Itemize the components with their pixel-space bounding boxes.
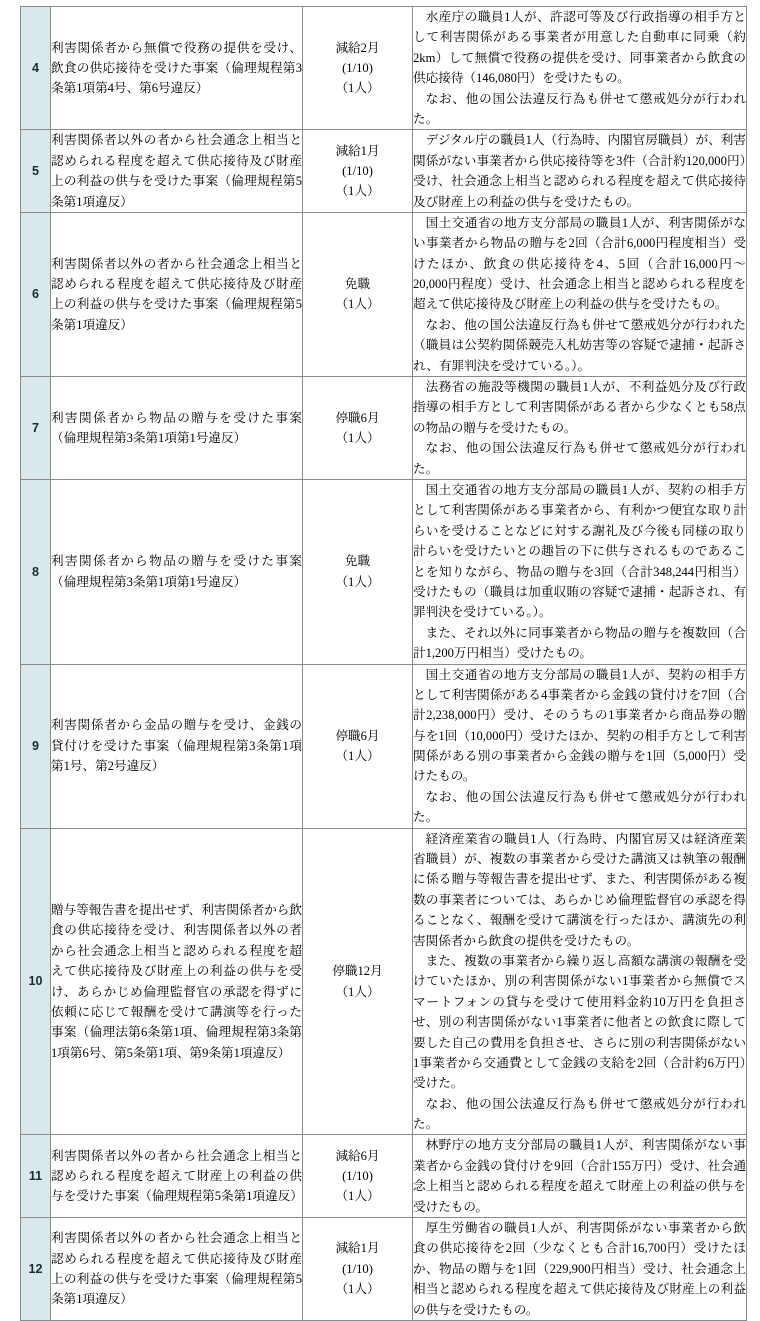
disposition-line: 免職: [344, 554, 371, 569]
table-row: [21, 664, 747, 828]
case-summary-cell: [51, 377, 303, 480]
case-summary-cell: [51, 1135, 303, 1218]
disposition-line: 減給6月: [335, 1148, 380, 1163]
description-cell: [413, 212, 747, 376]
case-summary-cell: [51, 828, 303, 1135]
description-paragraph: デジタル庁の職員1人（行為時、内閣官房職員）が、利害関係がない事業者から供応接待等を3件（合計約120,000円）受け、社会通念上相当と認められる程度を超えて供応接待及び財産上の利益の供与を受けたもの。: [413, 133, 746, 209]
description-cell: [413, 377, 747, 480]
disposition-line: （1人）: [335, 184, 380, 199]
description-paragraph: 国土交通省の地方支分部局の職員1人が、契約の相手方として利害関係がある4事業者から金銭の貸付けを7回（合計2,238,000円）受け、そのうちの1事業者から商品券の贈与を1回（10,000円）受けたほか、契約の相手方として利害関係がある別の事業者から金銭の贈与を1回（5,000円）受けたもの。: [413, 667, 746, 784]
disposition-line: 減給1月: [335, 1241, 380, 1256]
case-summary-text: 利害関係者から物品の贈与を受けた事案（倫理規程第3条第1項第1号違反）: [51, 554, 302, 589]
disposition-line: （1人）: [335, 749, 380, 764]
description-paragraph: 経済産業省の職員1人（行為時、内閣官房又は経済産業省職員）が、複数の事業者から受けた講演又は執筆の報酬に係る贈与等報告書を提出せず、また、利害関係がある複数の事業者については、あらかじめ倫理監督官の承認を得ることなく、報酬を受けて講演を行ったほか、講演先の利害関係者から飲食の提供を受けたもの。: [413, 831, 746, 948]
disposition-cell: [303, 1218, 413, 1321]
case-number-cell: 9: [21, 664, 51, 828]
disposition-cell: [303, 130, 413, 213]
disposition-line: （1人）: [335, 431, 380, 445]
case-number-cell: 4: [21, 7, 51, 130]
disposition-line: （1人）: [335, 1282, 380, 1297]
description-cell: [413, 828, 747, 1135]
disposition-cell: [303, 479, 413, 664]
description-paragraph: なお、他の国公法違反行為も併せて懲戒処分が行われた。: [413, 441, 746, 476]
case-summary-text: 利害関係者から金品の贈与を受け、金銭の貸付けを受けた事案（倫理規程第3条第1項第1号、第2号違反）: [51, 718, 302, 774]
disposition-line: 減給1月: [335, 143, 380, 158]
case-summary-text: 利害関係者以外の者から社会通念上相当と認められる程度を超えて供応接待及び財産上の利益の供与を受けた事案（倫理規程第5条第1項違反）: [51, 133, 302, 209]
disposition-cell: [303, 212, 413, 376]
description-paragraph: また、複数の事業者から繰り返し高額な講演の報酬を受けていたほか、別の利害関係がない1事業者から無償でスマートフォンの貸与を受けて使用料金約10万円を負担させ、別の利害関係がない1事業者に他者との飲食に際して要した自己の費用を負担させ、さらに別の利害関係がない1事業者から交通費として金銭の支給を2回（合計約6万円）受けた。: [413, 953, 746, 1091]
disposition-line: （1人）: [335, 984, 380, 999]
case-summary-text: 利害関係者以外の者から社会通念上相当と認められる程度を超えて供応接待及び財産上の利益の供与を受けた事案（倫理規程第5条第1項違反）: [51, 256, 302, 332]
disposition-line: (1/10): [342, 60, 373, 75]
table-row: [21, 1218, 747, 1321]
description-paragraph: なお、他の国公法違反行為も併せて懲戒処分が行われた。: [413, 789, 746, 825]
description-cell: [413, 664, 747, 828]
description-paragraph: 国土交通省の地方支分部局の職員1人が、利害関係がない事業者から物品の贈与を2回（合計6,000円程度相当）受けたほか、飲食の供応接待を4、5回（合計16,000円〜20,000円程度）受け、社会通念上相当と認められる程度を超えて供応接待及び財産上の利益の供与を受けたもの。: [413, 215, 746, 312]
case-summary-cell: [51, 212, 303, 376]
disposition-line: （1人）: [335, 574, 380, 589]
case-summary-cell: [51, 479, 303, 664]
case-summary-cell: [51, 130, 303, 213]
case-number-cell: 6: [21, 212, 51, 376]
disposition-cell: [303, 828, 413, 1135]
table-row: [21, 377, 747, 480]
case-number-cell: 7: [21, 377, 51, 480]
disposition-line: （1人）: [335, 1189, 380, 1204]
case-number-cell: 10: [21, 828, 51, 1135]
description-paragraph: また、それ以外に同事業者から物品の贈与を複数回（合計1,200万円相当）受けたもの。: [413, 625, 746, 661]
description-paragraph: 林野庁の地方支分部局の職員1人が、利害関係がない事業者から金銭の貸付けを9回（合計155万円）受け、社会通念上相当と認められる程度を超えて財産上の利益の供与を受けたもの。: [413, 1138, 746, 1214]
case-number-cell: 11: [21, 1135, 51, 1218]
table-row: [21, 212, 747, 376]
case-summary-cell: [51, 7, 303, 130]
disposition-line: (1/10): [342, 1261, 373, 1276]
disposition-cell: [303, 7, 413, 130]
description-paragraph: なお、他の国公法違反行為も併せて懲戒処分が行われた。: [413, 91, 746, 126]
description-paragraph: なお、他の国公法違反行為も併せて懲戒処分が行われた（職員は公契約関係競売入札妨害等の容疑で逮捕・起訴され、有罪判決を受けている。）。: [413, 317, 746, 373]
table-row: [21, 828, 747, 1135]
disposition-cell: [303, 1135, 413, 1218]
case-summary-cell: [51, 664, 303, 828]
disposition-line: 減給2月: [335, 40, 380, 55]
case-summary-text: 利害関係者以外の者から社会通念上相当と認められる程度を超えて財産上の利益の供与を受けた事案（倫理規程第5条第1項違反）: [51, 1148, 303, 1204]
table-row: [21, 7, 747, 130]
case-number-cell: 5: [21, 130, 51, 213]
disposition-line: （1人）: [335, 297, 380, 312]
table-row: [21, 479, 747, 664]
disposition-line: 停職6月: [335, 728, 380, 743]
disposition-line: 停職6月: [335, 410, 380, 425]
description-cell: [413, 479, 747, 664]
disciplinary-cases-table: [20, 6, 747, 1321]
disposition-cell: [303, 664, 413, 828]
case-summary-text: 利害関係者から物品の贈与を受けた事案（倫理規程第3条第1項第1号違反）: [51, 410, 302, 445]
description-paragraph: 法務省の施設等機関の職員1人が、不利益処分及び行政指導の相手方として利害関係がある者から少なくとも58点の物品の贈与を受けたもの。: [413, 380, 746, 435]
case-number-cell: 12: [21, 1218, 51, 1321]
description-paragraph: 水産庁の職員1人が、許認可等及び行政指導の相手方として利害関係がある事業者が用意した自動車に同乗（約2km）して無償で役務の提供を受け、同事業者から飲食の供応接待（146,080円）を受けたもの。: [413, 10, 746, 86]
case-number-cell: 8: [21, 479, 51, 664]
disposition-line: 免職: [344, 277, 371, 292]
description-cell: [413, 130, 747, 213]
disposition-line: （1人）: [335, 81, 380, 96]
disposition-line: (1/10): [342, 163, 373, 178]
description-cell: [413, 1218, 747, 1321]
table-body: [21, 7, 747, 1321]
disposition-line: (1/10): [342, 1169, 373, 1184]
description-paragraph: 厚生労働省の職員1人が、利害関係がない事業者から飲食の供応接待を2回（少なくとも合計16,700円）受けたほか、物品の贈与を1回（229,900円相当）受け、社会通念上相当と認められる程度を超えて供応接待及び財産上の利益の供与を受けたもの。: [413, 1221, 746, 1317]
case-summary-cell: [51, 1218, 303, 1321]
case-summary-text: 利害関係者以外の者から社会通念上相当と認められる程度を超えて供応接待及び財産上の利益の供与を受けた事案（倫理規程第5条第1項違反）: [51, 1231, 302, 1307]
table-row: [21, 1135, 747, 1218]
description-paragraph: なお、他の国公法違反行為も併せて懲戒処分が行われた。: [413, 1096, 746, 1132]
case-summary-text: 利害関係者から無償で役務の提供を受け、飲食の供応接待を受けた事案（倫理規程第3条第1項第4号、第6号違反）: [51, 40, 302, 96]
disposition-line: 停職12月: [332, 964, 383, 979]
description-cell: [413, 1135, 747, 1218]
table-row: [21, 130, 747, 213]
description-cell: [413, 7, 747, 130]
disposition-cell: [303, 377, 413, 480]
description-paragraph: 国土交通省の地方支分部局の職員1人が、契約の相手方として利害関係がある事業者から、有利かつ便宜な取り計らいを受けることなどに対する謝礼及び今後も同様の取り計らいを受けたいとの趣旨の下に供与されるものであることを知りながら、物品の贈与を3回（合計348,244円相当）受けたもの（職員は加重収賄の容疑で逮捕・起訴され、有罪判決を受けている。）。: [413, 482, 746, 620]
case-summary-text: 贈与等報告書を提出せず、利害関係者から飲食の供応接待を受け、利害関係者以外の者から社会通念上相当と認められる程度を超えて供応接待及び財産上の利益の供与を受け、あらかじめ倫理監督官の承認を得ずに依頼に応じて報酬を受けて講演等を行った事案（倫理法第6条第1項、倫理規程第3条第1項第6号、第5条第1項、第9条第1項違反）: [51, 902, 302, 1060]
